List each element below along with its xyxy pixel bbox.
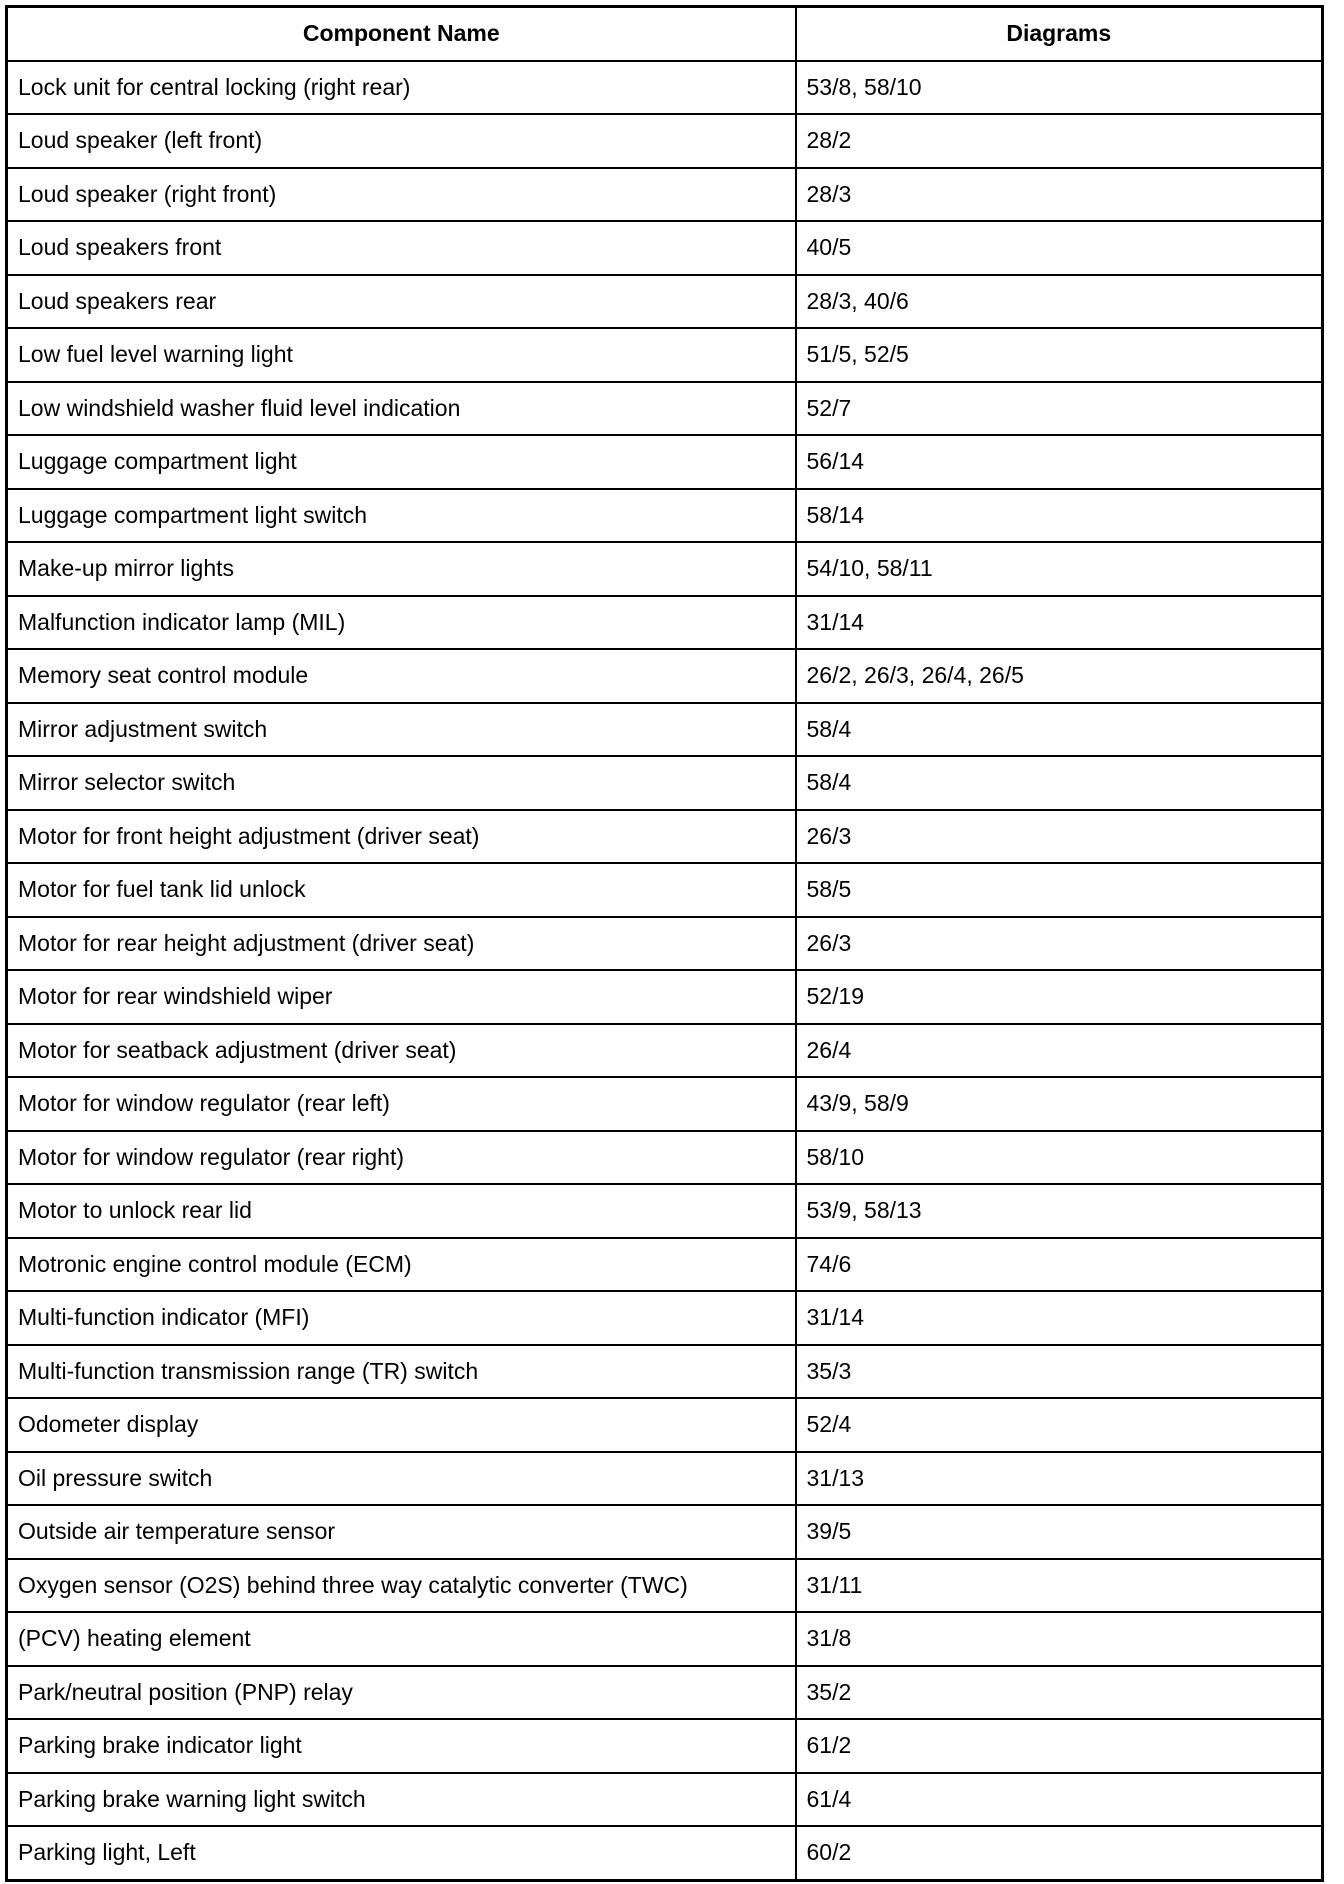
table-row — [7, 114, 1323, 168]
diagrams-cell: 39/5 — [796, 1505, 1323, 1559]
component-name-cell: Loud speaker (left front) — [7, 114, 796, 168]
table-row — [7, 1505, 1323, 1559]
component-name-cell: Low fuel level warning light — [7, 328, 796, 382]
diagrams-cell: 26/3 — [796, 917, 1323, 971]
table-row — [7, 1131, 1323, 1185]
table-row — [7, 1719, 1323, 1773]
diagrams-cell: 26/2, 26/3, 26/4, 26/5 — [796, 649, 1323, 703]
diagrams-cell: 40/5 — [796, 221, 1323, 275]
table-row — [7, 489, 1323, 543]
diagrams-cell: 26/3 — [796, 810, 1323, 864]
diagrams-cell: 31/14 — [796, 1291, 1323, 1345]
table-row — [7, 1291, 1323, 1345]
component-name-cell: Motor for seatback adjustment (driver seat) — [7, 1024, 796, 1078]
table-row — [7, 703, 1323, 757]
diagrams-cell: 28/3, 40/6 — [796, 275, 1323, 329]
table-row — [7, 1238, 1323, 1292]
diagrams-cell: 58/10 — [796, 1131, 1323, 1185]
table-row — [7, 1666, 1323, 1720]
table-row — [7, 328, 1323, 382]
component-name-cell: Loud speaker (right front) — [7, 168, 796, 222]
component-name-cell: Mirror adjustment switch — [7, 703, 796, 757]
diagrams-cell: 58/14 — [796, 489, 1323, 543]
component-name-cell: Lock unit for central locking (right rear) — [7, 61, 796, 115]
table-row — [7, 1024, 1323, 1078]
component-name-cell: Motor for window regulator (rear right) — [7, 1131, 796, 1185]
diagrams-cell: 28/2 — [796, 114, 1323, 168]
diagrams-cell: 60/2 — [796, 1826, 1323, 1880]
table-row — [7, 221, 1323, 275]
table-row — [7, 1184, 1323, 1238]
diagrams-cell: 26/4 — [796, 1024, 1323, 1078]
diagrams-cell: 51/5, 52/5 — [796, 328, 1323, 382]
header-row — [7, 7, 1323, 61]
component-name-cell: (PCV) heating element — [7, 1612, 796, 1666]
component-name-cell: Parking brake warning light switch — [7, 1773, 796, 1827]
diagrams-cell: 58/5 — [796, 863, 1323, 917]
component-name-cell: Luggage compartment light switch — [7, 489, 796, 543]
table-row — [7, 1826, 1323, 1880]
component-name-cell: Motor for fuel tank lid unlock — [7, 863, 796, 917]
table-row — [7, 61, 1323, 115]
table-row — [7, 756, 1323, 810]
diagrams-cell: 52/7 — [796, 382, 1323, 436]
component-name-cell: Malfunction indicator lamp (MIL) — [7, 596, 796, 650]
diagrams-cell: 56/14 — [796, 435, 1323, 489]
component-name-cell: Parking light, Left — [7, 1826, 796, 1880]
table-row — [7, 810, 1323, 864]
table-row — [7, 1077, 1323, 1131]
diagrams-cell: 61/4 — [796, 1773, 1323, 1827]
header-diagrams: Diagrams — [796, 7, 1323, 61]
component-name-cell: Loud speakers rear — [7, 275, 796, 329]
component-table — [5, 5, 1324, 1882]
component-name-cell: Outside air temperature sensor — [7, 1505, 796, 1559]
component-name-cell: Parking brake indicator light — [7, 1719, 796, 1773]
component-name-cell: Motronic engine control module (ECM) — [7, 1238, 796, 1292]
table-row — [7, 275, 1323, 329]
diagrams-cell: 58/4 — [796, 703, 1323, 757]
component-name-cell: Multi-function indicator (MFI) — [7, 1291, 796, 1345]
diagrams-cell: 35/2 — [796, 1666, 1323, 1720]
diagrams-cell: 52/19 — [796, 970, 1323, 1024]
component-name-cell: Memory seat control module — [7, 649, 796, 703]
table-row — [7, 1612, 1323, 1666]
component-name-cell: Motor for rear height adjustment (driver seat) — [7, 917, 796, 971]
component-name-cell: Motor to unlock rear lid — [7, 1184, 796, 1238]
component-name-cell: Mirror selector switch — [7, 756, 796, 810]
component-name-cell: Make-up mirror lights — [7, 542, 796, 596]
component-name-cell: Multi-function transmission range (TR) switch — [7, 1345, 796, 1399]
table-row — [7, 917, 1323, 971]
table-row — [7, 649, 1323, 703]
table-row — [7, 970, 1323, 1024]
header-component-name: Component Name — [7, 7, 796, 61]
table-row — [7, 542, 1323, 596]
table-body — [7, 61, 1323, 1881]
component-name-cell: Luggage compartment light — [7, 435, 796, 489]
component-name-cell: Park/neutral position (PNP) relay — [7, 1666, 796, 1720]
component-name-cell: Low windshield washer fluid level indication — [7, 382, 796, 436]
diagrams-cell: 54/10, 58/11 — [796, 542, 1323, 596]
diagrams-cell: 31/14 — [796, 596, 1323, 650]
diagrams-cell: 74/6 — [796, 1238, 1323, 1292]
diagrams-cell: 31/11 — [796, 1559, 1323, 1613]
component-name-cell: Odometer display — [7, 1398, 796, 1452]
diagrams-cell: 28/3 — [796, 168, 1323, 222]
diagrams-cell: 31/8 — [796, 1612, 1323, 1666]
diagrams-cell: 31/13 — [796, 1452, 1323, 1506]
table-row — [7, 1773, 1323, 1827]
diagrams-cell: 35/3 — [796, 1345, 1323, 1399]
component-name-cell: Oxygen sensor (O2S) behind three way catalytic converter (TWC) — [7, 1559, 796, 1613]
table-row — [7, 1398, 1323, 1452]
diagrams-cell: 52/4 — [796, 1398, 1323, 1452]
diagrams-cell: 43/9, 58/9 — [796, 1077, 1323, 1131]
component-name-cell: Motor for window regulator (rear left) — [7, 1077, 796, 1131]
table-row — [7, 1452, 1323, 1506]
table-row — [7, 382, 1323, 436]
diagrams-cell: 61/2 — [796, 1719, 1323, 1773]
table-row — [7, 168, 1323, 222]
diagrams-cell: 53/9, 58/13 — [796, 1184, 1323, 1238]
diagrams-cell: 58/4 — [796, 756, 1323, 810]
table-row — [7, 1345, 1323, 1399]
table-row — [7, 596, 1323, 650]
component-name-cell: Motor for rear windshield wiper — [7, 970, 796, 1024]
diagrams-cell: 53/8, 58/10 — [796, 61, 1323, 115]
table-row — [7, 1559, 1323, 1613]
table-row — [7, 863, 1323, 917]
component-name-cell: Oil pressure switch — [7, 1452, 796, 1506]
component-name-cell: Loud speakers front — [7, 221, 796, 275]
component-name-cell: Motor for front height adjustment (driver seat) — [7, 810, 796, 864]
table-row — [7, 435, 1323, 489]
